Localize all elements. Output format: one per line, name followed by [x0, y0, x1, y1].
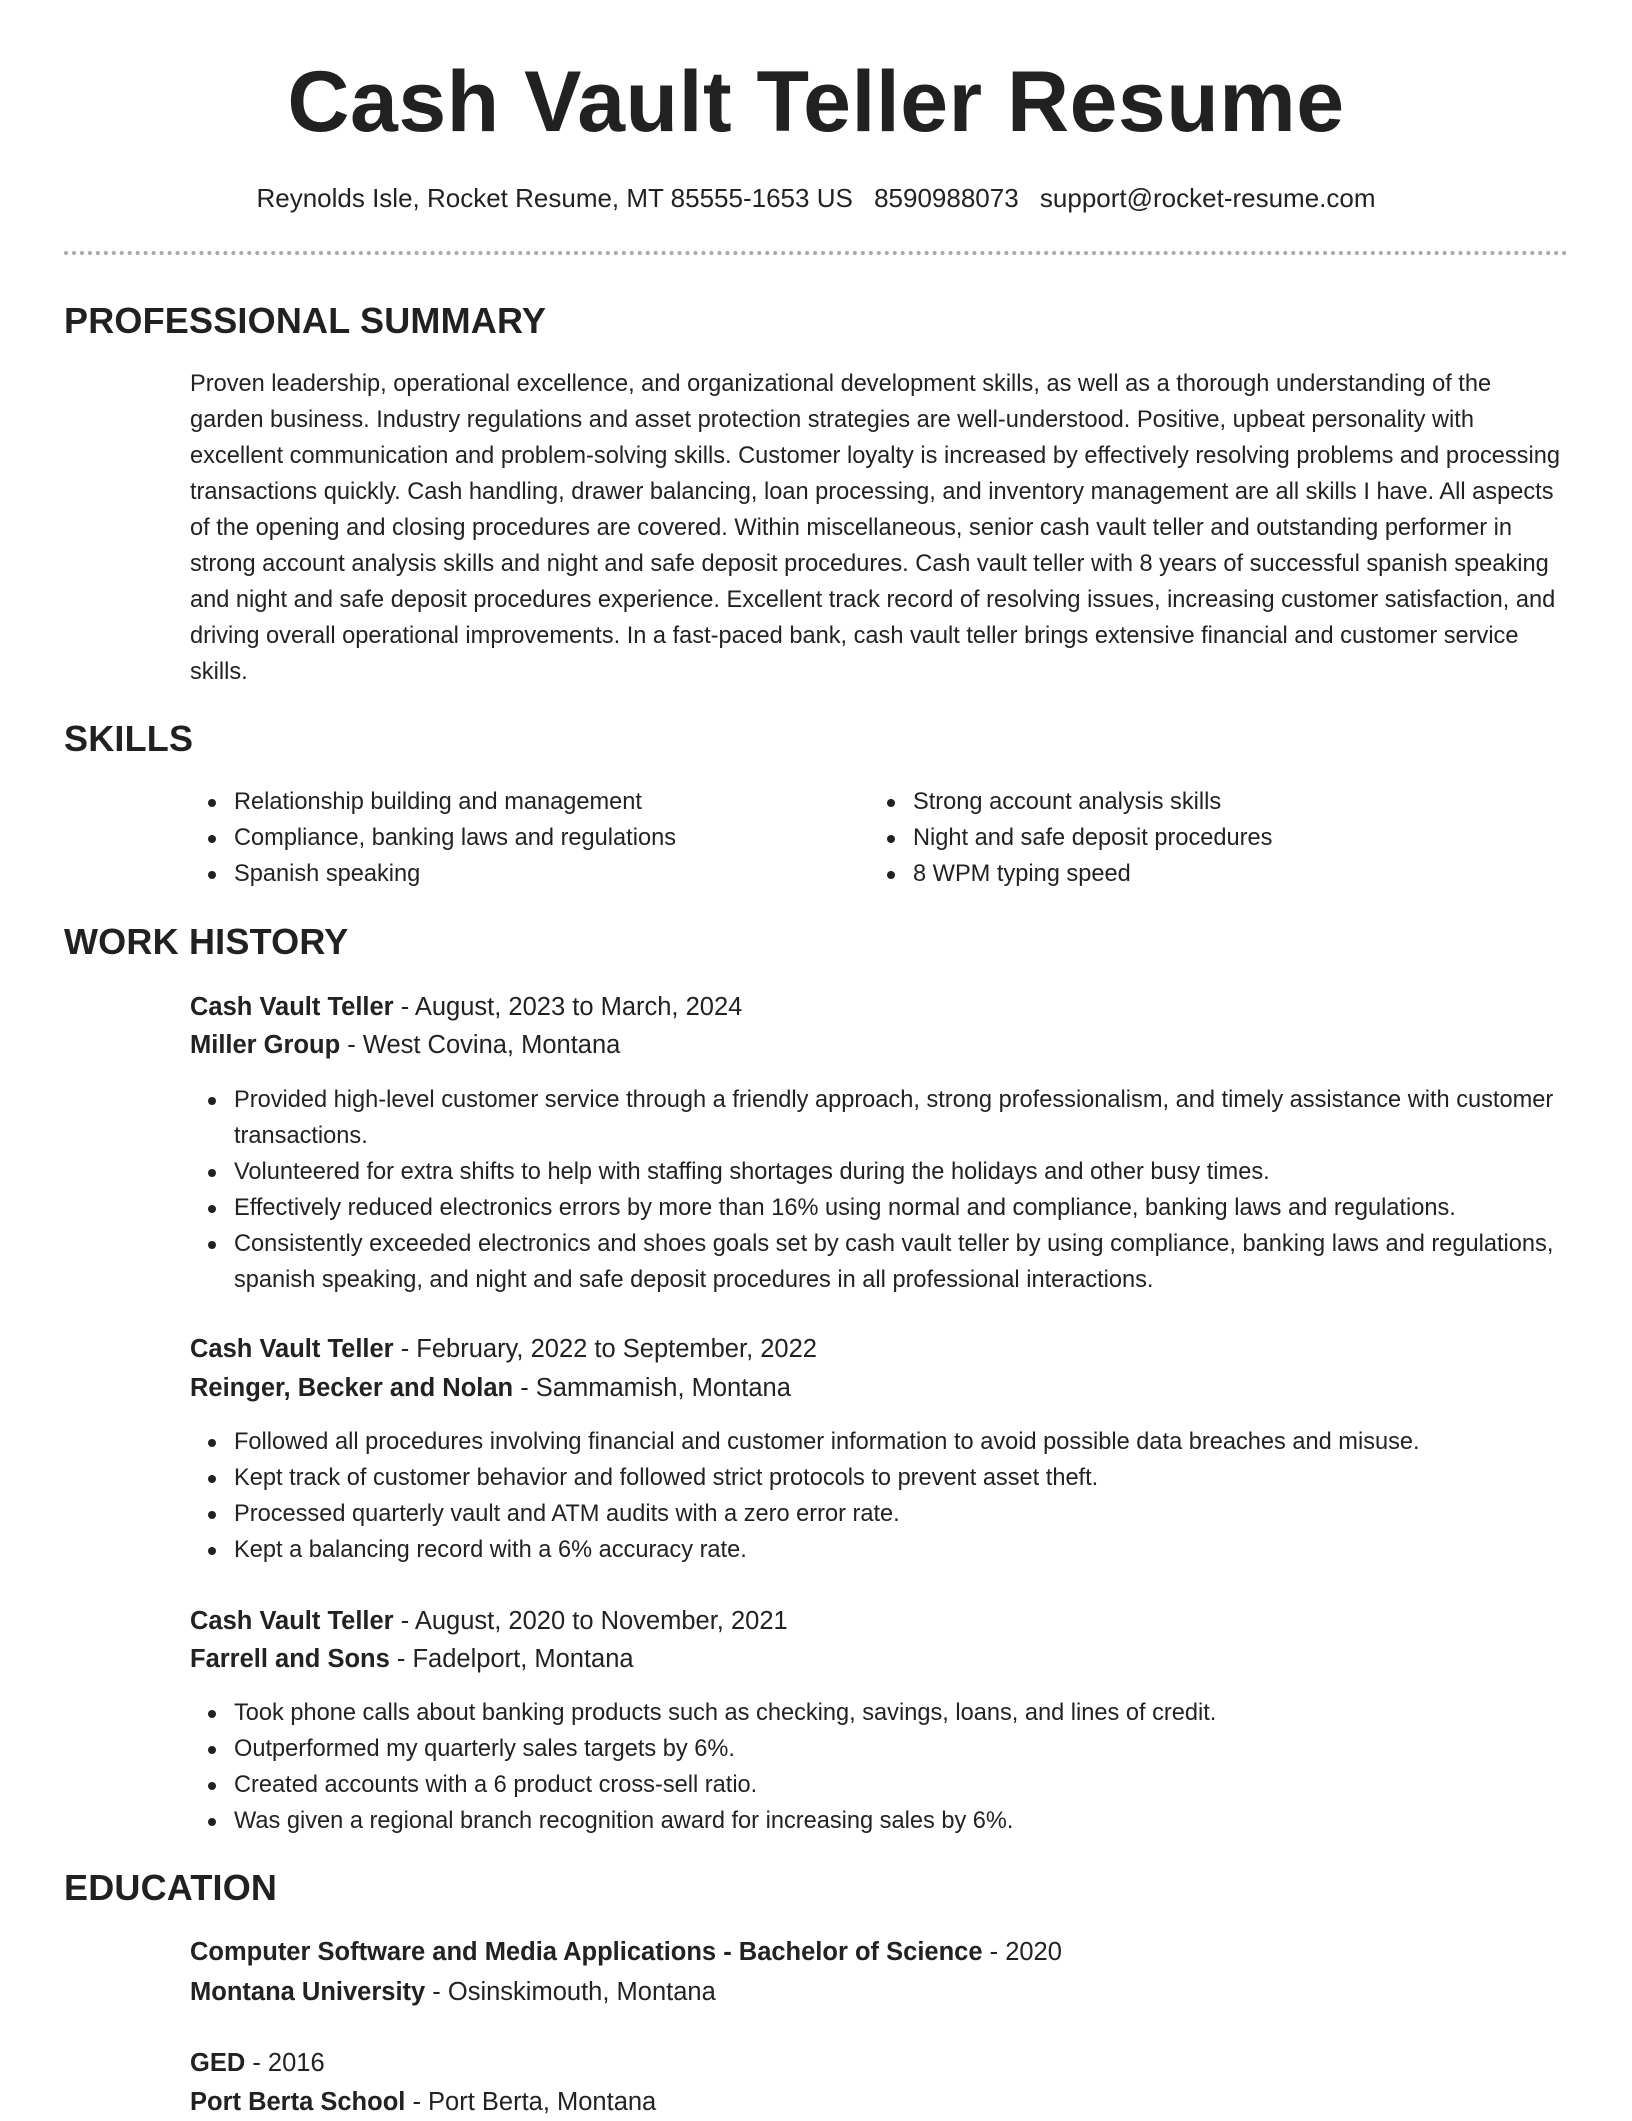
job-location: - West Covina, Montana [340, 1031, 621, 1059]
skill-item: Night and safe deposit procedures [869, 820, 1509, 856]
skills-heading: SKILLS [64, 718, 194, 759]
job-duty: Kept track of customer behavior and followed strict protocols to prevent asset theft. [190, 1460, 1570, 1496]
education-location: - Osinskimouth, Montana [425, 1978, 716, 2006]
job-duties [190, 1695, 1570, 1839]
job-company-line [190, 1026, 620, 1064]
education-school-line [190, 2083, 656, 2121]
job-company: Miller Group [190, 1031, 341, 1059]
skills-list-left [190, 784, 830, 892]
skill-item: Relationship building and management [190, 784, 830, 820]
job-company-line [190, 1640, 634, 1678]
summary-text: Proven leadership, operational excellence, and organizational development skills, as well as a thorough understanding of the garden business. Industry regulations and asset protection strategies are well-understood. Positive, upbeat personality with excellent communication and problem-solving skills. Customer loyalty is increased by effectively resolving problems and processing transactions quickly. Cash handling, drawer balancing, loan processing, and inventory management are all skills I have. All aspects of the opening and closing procedures are covered. Within miscellaneous, senior cash vault teller and outstanding performer in strong account analysis skills and night and safe deposit procedures. Cash vault teller with 8 years of successful spanish speaking and night and safe deposit procedures experience. Excellent track record of resolving issues, increasing customer satisfaction, and driving overall operational improvements. In a fast-paced bank, cash vault teller brings extensive financial and customer service skills. [190, 371, 1560, 685]
education-school: Montana University [190, 1978, 426, 2006]
job-duty: Effectively reduced electronics errors by more than 16% using normal and compliance, banking laws and regulations. [190, 1190, 1570, 1226]
job-duty: Consistently exceeded electronics and shoes goals set by cash vault teller by using compliance, banking laws and regulations, spanish speaking, and night and safe deposit procedures in all professional interactions. [190, 1226, 1570, 1298]
job-duty: Processed quarterly vault and ATM audits with a zero error rate. [190, 1496, 1570, 1532]
job-location: - Sammamish, Montana [513, 1374, 791, 1402]
skill-item: Strong account analysis skills [869, 784, 1509, 820]
job-title-line [190, 1602, 788, 1640]
job-duty: Volunteered for extra shifts to help with staffing shortages during the holidays and other busy times. [190, 1154, 1570, 1190]
contact-email: support@rocket-resume.com [1039, 183, 1376, 213]
job-title: Cash Vault Teller [190, 993, 394, 1021]
contact-address: Reynolds Isle, Rocket Resume, MT 85555-1653 US [256, 183, 853, 213]
job-duties [190, 1424, 1570, 1568]
job-company: Reinger, Becker and Nolan [190, 1374, 514, 1402]
job-company: Farrell and Sons [190, 1645, 390, 1673]
skill-item: Compliance, banking laws and regulations [190, 820, 830, 856]
job-dates: - August, 2020 to November, 2021 [393, 1607, 788, 1635]
contact-line [0, 180, 1632, 216]
job-dates: - August, 2023 to March, 2024 [393, 993, 743, 1021]
summary-heading: PROFESSIONAL SUMMARY [64, 300, 547, 341]
education-year: - 2016 [245, 2049, 325, 2077]
job-location: - Fadelport, Montana [389, 1645, 634, 1673]
job-title: Cash Vault Teller [190, 1607, 394, 1635]
skill-item: Spanish speaking [190, 856, 830, 892]
resume-title: Cash Vault Teller Resume [287, 54, 1345, 150]
job-duty: Provided high-level customer service through a friendly approach, strong professionalism, and timely assistance with customer transactions. [190, 1082, 1570, 1154]
job-duty: Took phone calls about banking products such as checking, savings, loans, and lines of credit. [190, 1695, 1570, 1731]
job-duty: Kept a balancing record with a 6% accuracy rate. [190, 1532, 1570, 1568]
education-degree: GED [190, 2049, 246, 2077]
education-degree-line [190, 1933, 1062, 1971]
job-duty: Followed all procedures involving financial and customer information to avoid possible data breaches and misuse. [190, 1424, 1570, 1460]
skill-item: 8 WPM typing speed [869, 856, 1509, 892]
education-year: - 2020 [982, 1938, 1062, 1966]
work-heading: WORK HISTORY [64, 921, 349, 962]
job-company-line [190, 1369, 791, 1407]
education-school: Port Berta School [190, 2088, 406, 2116]
education-degree: Computer Software and Media Applications - Bachelor of Science [190, 1938, 983, 1966]
header-divider [64, 251, 1568, 255]
education-heading: EDUCATION [64, 1867, 278, 1908]
job-duty: Created accounts with a 6 product cross-sell ratio. [190, 1767, 1570, 1803]
job-title: Cash Vault Teller [190, 1335, 394, 1363]
job-duty: Was given a regional branch recognition award for increasing sales by 6%. [190, 1803, 1570, 1839]
education-school-line [190, 1973, 716, 2011]
job-duty: Outperformed my quarterly sales targets by 6%. [190, 1731, 1570, 1767]
job-dates: - February, 2022 to September, 2022 [393, 1335, 817, 1363]
job-duties [190, 1082, 1570, 1298]
skills-list-right [869, 784, 1509, 892]
contact-phone: 8590988073 [874, 183, 1019, 213]
job-title-line [190, 988, 742, 1026]
education-degree-line [190, 2044, 325, 2082]
job-title-line [190, 1330, 817, 1368]
education-location: - Port Berta, Montana [405, 2088, 657, 2116]
